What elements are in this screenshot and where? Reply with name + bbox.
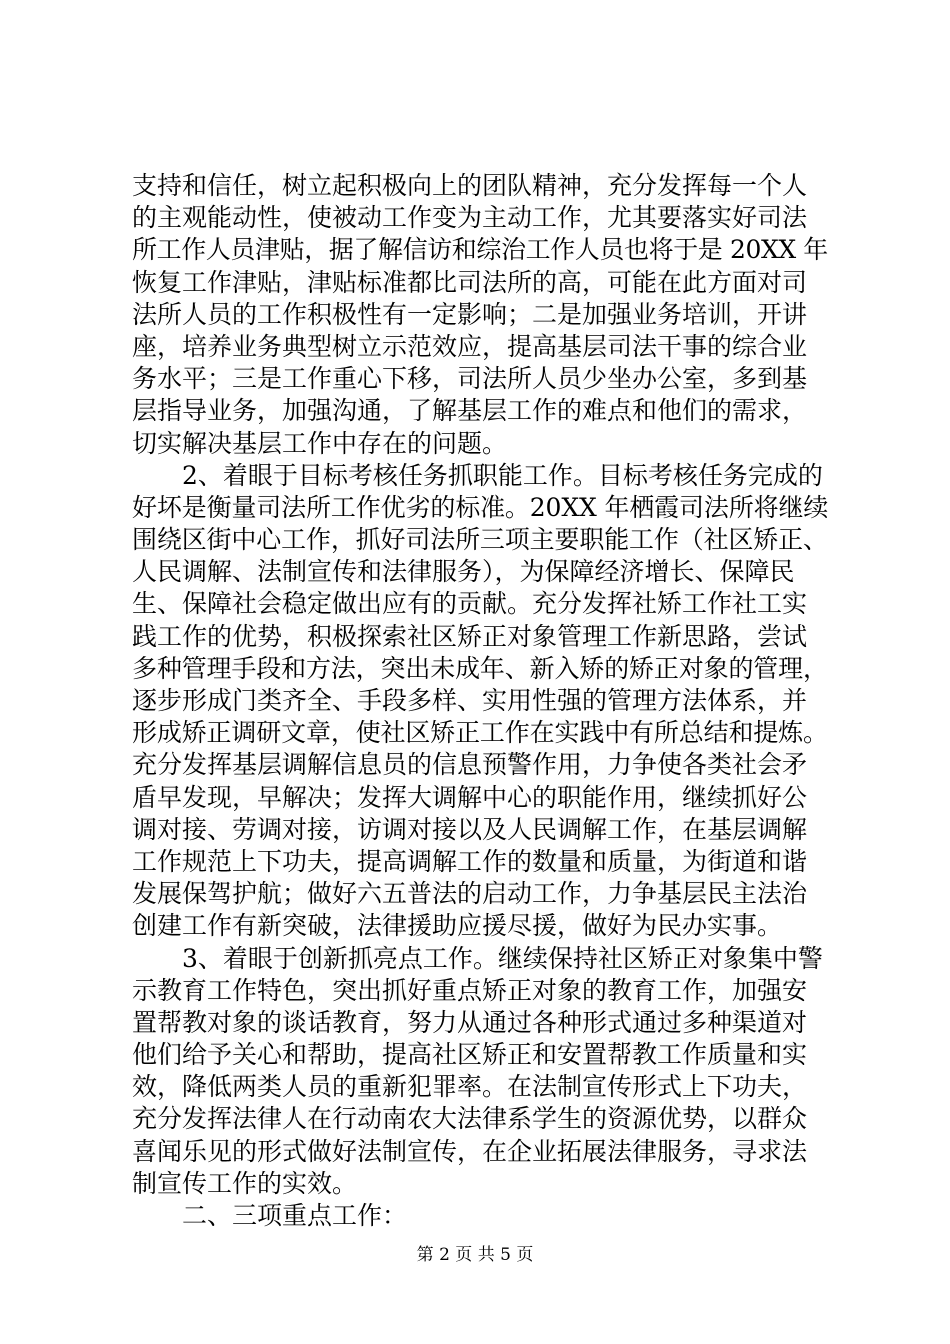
text-line: 多种管理手段和方法，突出未成年、新入矫的矫正对象的管理， bbox=[132, 653, 828, 683]
text-line: 置帮教对象的谈话教育，努力从通过各种形式通过多种渠道对 bbox=[132, 1007, 808, 1037]
text-line: 切实解决基层工作中存在的问题。 bbox=[132, 428, 508, 458]
text-line: 生、保障社会稳定做出应有的贡献。充分发挥社矫工作社工实 bbox=[132, 589, 808, 619]
text-line: 他们给予关心和帮助，提高社区矫正和安置帮教工作质量和实 bbox=[132, 1040, 808, 1070]
text-line: 围绕区街中心工作，抓好司法所三项主要职能工作（社区矫正、 bbox=[132, 525, 828, 555]
document-body bbox=[132, 170, 828, 1232]
text-line: 充分发挥基层调解信息员的信息预警作用，力争使各类社会矛 bbox=[132, 750, 808, 780]
text-line: 逐步形成门类齐全、手段多样、实用性强的管理方法体系，并 bbox=[132, 686, 808, 715]
text-line: 2、着眼于目标考核任务抓职能工作。目标考核任务完成的 bbox=[132, 460, 823, 490]
text-line: 盾早发现，早解决；发挥大调解中心的职能作用，继续抓好公 bbox=[132, 782, 808, 812]
text-line: 的主观能动性，使被动工作变为主动工作，尤其要落实好司法 bbox=[132, 203, 808, 233]
text-line: 座，培养业务典型树立示范效应，提高基层司法干事的综合业 bbox=[132, 331, 808, 361]
text-line: 人民调解、法制宣传和法律服务），为保障经济增长、保障民 bbox=[132, 557, 795, 587]
text-line: 二、三项重点工作： bbox=[132, 1201, 408, 1230]
text-line: 形成矫正调研文章，使社区矫正工作在实践中有所总结和提炼。 bbox=[132, 718, 828, 748]
text-line: 3、着眼于创新抓亮点工作。继续保持社区矫正对象集中警 bbox=[132, 943, 823, 973]
text-line: 务水平；三是工作重心下移，司法所人员少坐办公室，多到基 bbox=[132, 364, 808, 394]
text-line: 支持和信任，树立起积极向上的团队精神，充分发挥每一个人 bbox=[132, 171, 808, 200]
text-line: 效，降低两类人员的重新犯罪率。在法制宣传形式上下功夫， bbox=[132, 1072, 808, 1102]
text-line: 调对接、劳调对接，访调对接以及人民调解工作，在基层调解 bbox=[132, 814, 808, 844]
text-line: 恢复工作津贴，津贴标准都比司法所的高，可能在此方面对司 bbox=[132, 267, 808, 297]
text-line: 创建工作有新突破，法律援助应援尽援，做好为民办实事。 bbox=[132, 911, 783, 941]
text-line: 层指导业务，加强沟通，了解基层工作的难点和他们的需求， bbox=[132, 396, 808, 426]
text-line: 法所人员的工作积极性有一定影响；二是加强业务培训，开讲 bbox=[132, 299, 808, 329]
text-line: 制宣传工作的实效。 bbox=[132, 1168, 358, 1198]
text-line: 充分发挥法律人在行动南农大法律系学生的资源优势，以群众 bbox=[132, 1104, 808, 1134]
text-line: 践工作的优势，积极探索社区矫正对象管理工作新思路，尝试 bbox=[132, 621, 808, 651]
text-line: 发展保驾护航；做好六五普法的启动工作，力争基层民主法治 bbox=[132, 879, 808, 909]
text-line: 好坏是衡量司法所工作优劣的标准。20XX 年栖霞司法所将继续 bbox=[132, 492, 828, 522]
text-line: 示教育工作特色，突出抓好重点矫正对象的教育工作，加强安 bbox=[132, 975, 808, 1005]
page-footer: 第 2 页 共 5 页 bbox=[416, 1245, 534, 1265]
text-line: 工作规范上下功夫，提高调解工作的数量和质量，为街道和谐 bbox=[132, 846, 808, 876]
text-line: 喜闻乐见的形式做好法制宣传，在企业拓展法律服务，寻求法 bbox=[132, 1136, 808, 1166]
text-line: 所工作人员津贴，据了解信访和综治工作人员也将于是 20XX 年 bbox=[132, 235, 828, 265]
